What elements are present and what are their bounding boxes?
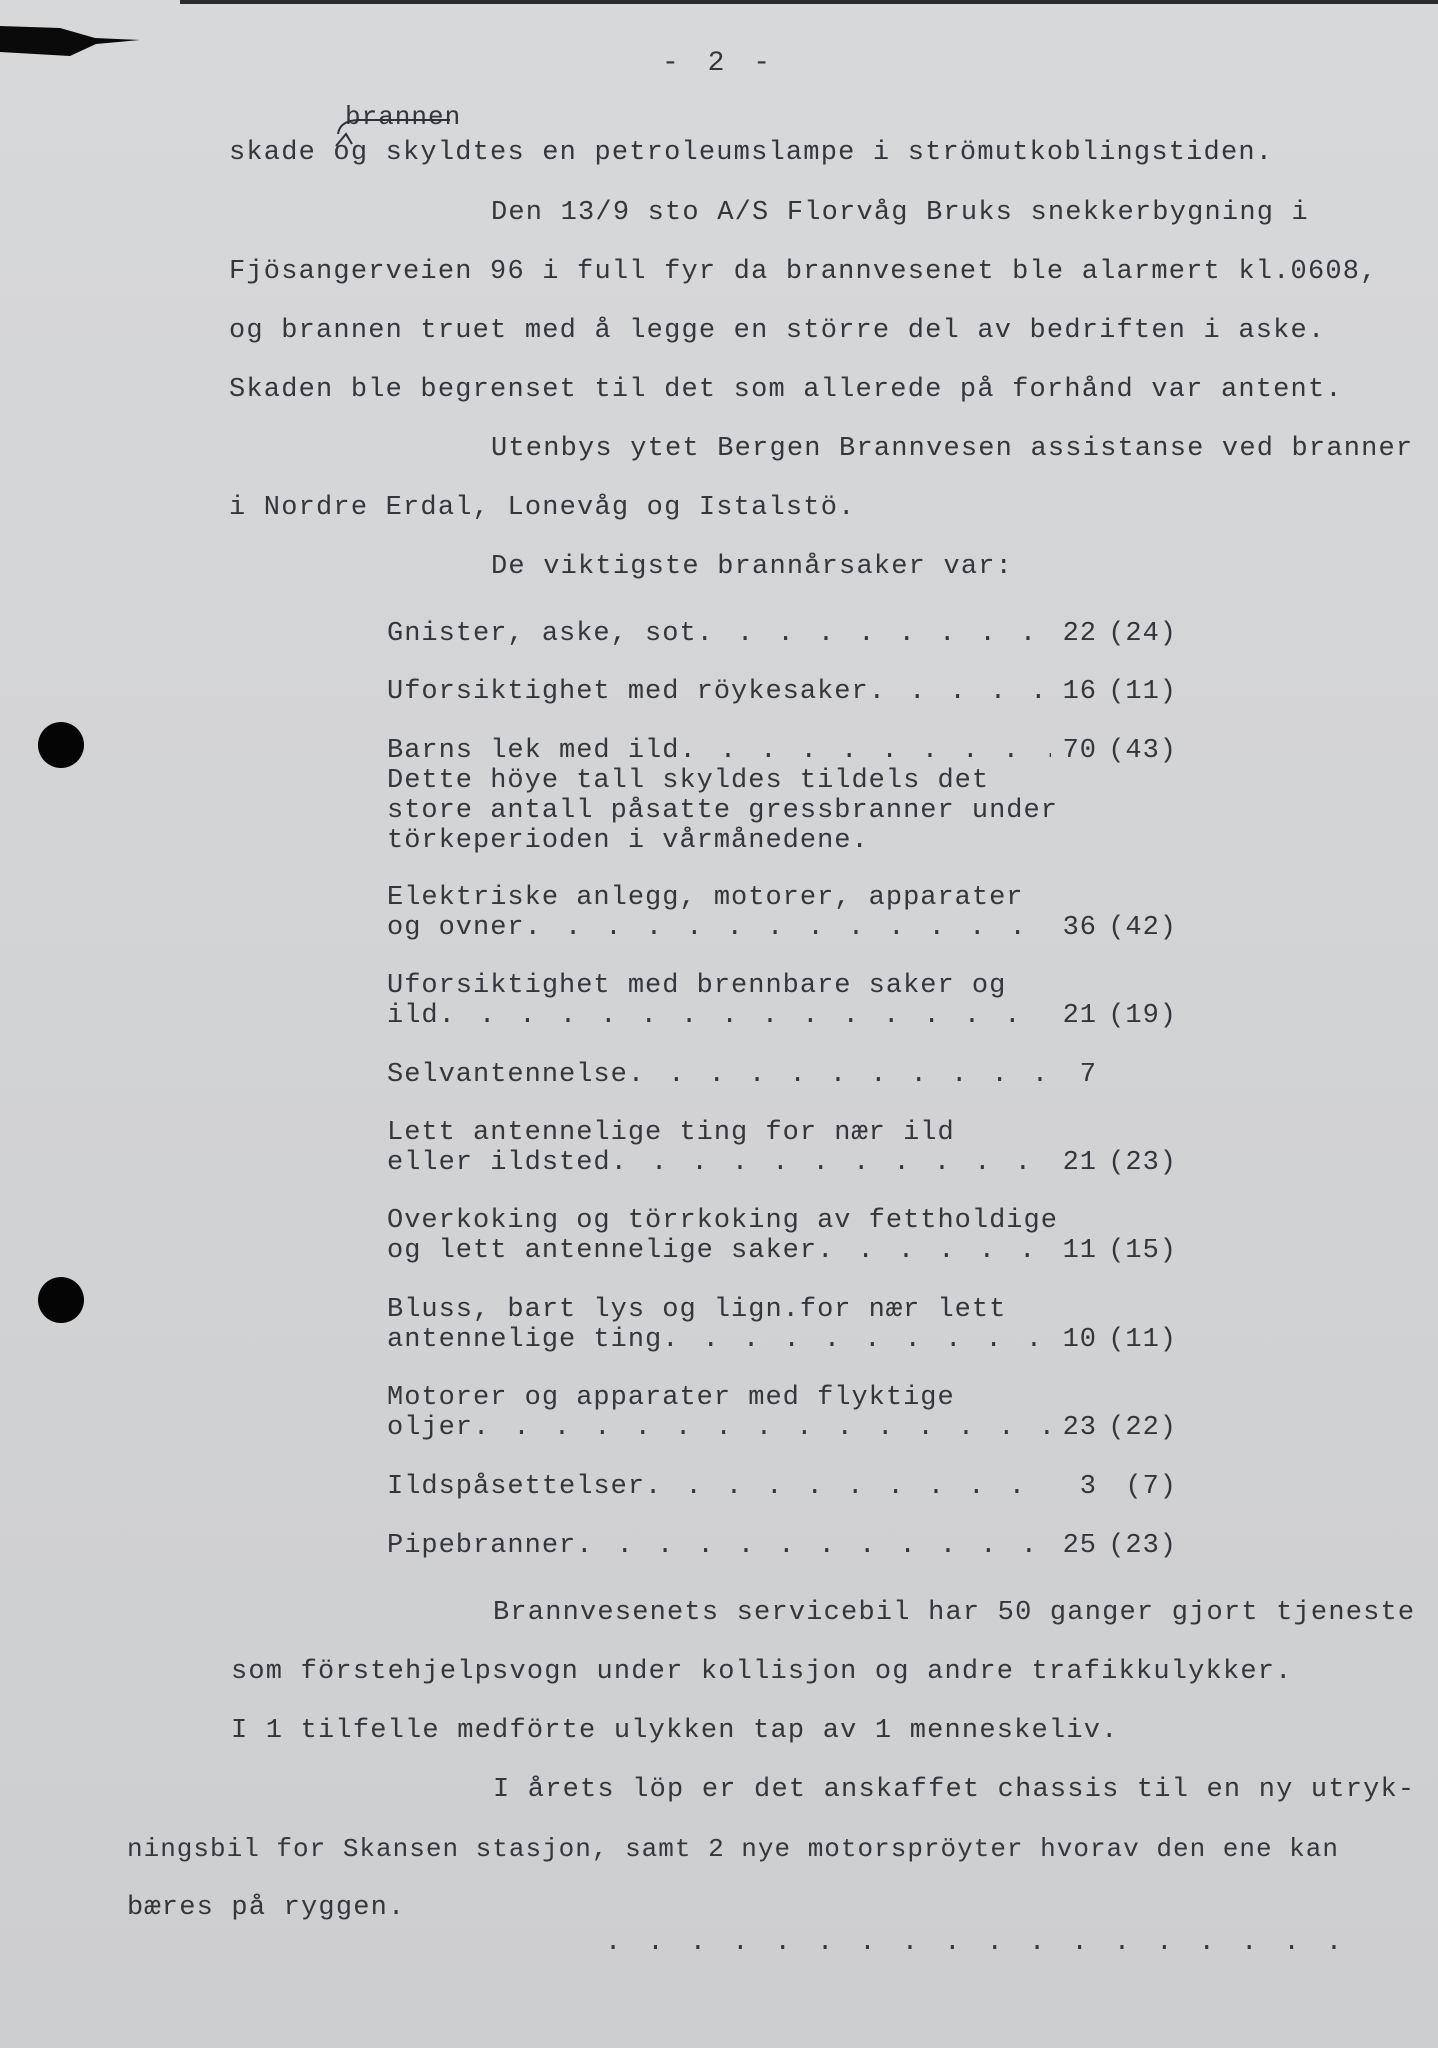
cause-item: Barns lek med ild . . . 70 (43) Dette höye tall skyldes tildels det store antall påsatte gressbranner under törkeperioden i vårmånedene. xyxy=(387,736,1177,856)
cause-note: törkeperioden i vårmånedene. xyxy=(387,826,869,856)
cause-item: Ildspåsettelser . . . 3 (7) xyxy=(387,1472,1177,1502)
paragraph-line: I årets löp er det anskaffet chassis til en ny utryk- xyxy=(493,1775,1416,1805)
cause-item: Motorer og apparater med flyktige oljer . . . 23 (22) xyxy=(387,1383,1177,1443)
cause-item: Pipebranner . . . 25 (23) xyxy=(387,1531,1177,1561)
paragraph-line: Den 13/9 sto A/S Florvåg Bruks snekkerbygning i xyxy=(491,198,1309,228)
cause-item: Uforsiktighet med röykesaker . . . 16 (11) xyxy=(387,677,1177,707)
cause-item: Bluss, bart lys og lign.for nær lett antennelige ting . . . 10 (11) xyxy=(387,1295,1177,1355)
cause-item: Overkoking og törrkoking av fettholdige og lett antennelige saker . . . 11 (15) xyxy=(387,1206,1177,1266)
paragraph-line: Brannvesenets servicebil har 50 ganger gjort tjeneste xyxy=(493,1598,1416,1628)
paragraph-line: i Nordre Erdal, Lonevåg og Istalstö. xyxy=(229,493,856,523)
paragraph-line: som förstehjelpsvogn under kollisjon og andre trafikkulykker. xyxy=(231,1657,1293,1687)
paragraph-line: og brannen truet med å legge en större del av bedriften i aske. xyxy=(229,316,1326,346)
handwritten-insert: brannen xyxy=(345,102,462,132)
paragraph-line: ningsbil for Skansen stasjon, samt 2 nye motorspröyter hvorav den ene kan xyxy=(127,1834,1339,1864)
cause-note: Dette höye tall skyldes tildels det xyxy=(387,766,990,796)
cause-note: store antall påsatte gressbranner under xyxy=(387,796,1058,826)
paragraph-line: Skaden ble begrenset til det som allerede på forhånd var antent. xyxy=(229,375,1343,405)
punch-hole xyxy=(38,722,84,768)
end-separator: . . . . . . . . . . . . . . . . . . xyxy=(605,1928,1348,1958)
paragraph-line: I 1 tilfelle medförte ulykken tap av 1 menneskeliv. xyxy=(231,1716,1119,1746)
paragraph-line: Utenbys ytet Bergen Brannvesen assistanse ved branner xyxy=(491,434,1414,464)
cause-item: Lett antennelige ting for nær ild eller ildsted . . . 21 (23) xyxy=(387,1118,1177,1178)
punch-hole xyxy=(38,1277,84,1323)
paragraph-line: skade og skyldtes en petroleumslampe i strömutkoblingstiden. xyxy=(229,138,1274,168)
cause-item: Uforsiktighet med brennbare saker og ild . . . 21 (19) xyxy=(387,971,1177,1031)
cause-item: Selvantennelse . . . 7 xyxy=(387,1060,1177,1090)
paragraph-line: bæres på ryggen. xyxy=(127,1893,406,1923)
cause-item: Elektriske anlegg, motorer, apparater og ovner . . . 36 (42) xyxy=(387,883,1177,943)
paragraph-line: Fjösangerveien 96 i full fyr da brannvesenet ble alarmert kl.0608, xyxy=(229,257,1378,287)
page-number: - 2 - xyxy=(661,48,776,79)
top-edge-line xyxy=(180,0,1438,4)
cause-item: Gnister, aske, sot . . . 22 (24) xyxy=(387,619,1177,649)
list-heading: De viktigste brannårsaker var: xyxy=(491,552,1014,582)
